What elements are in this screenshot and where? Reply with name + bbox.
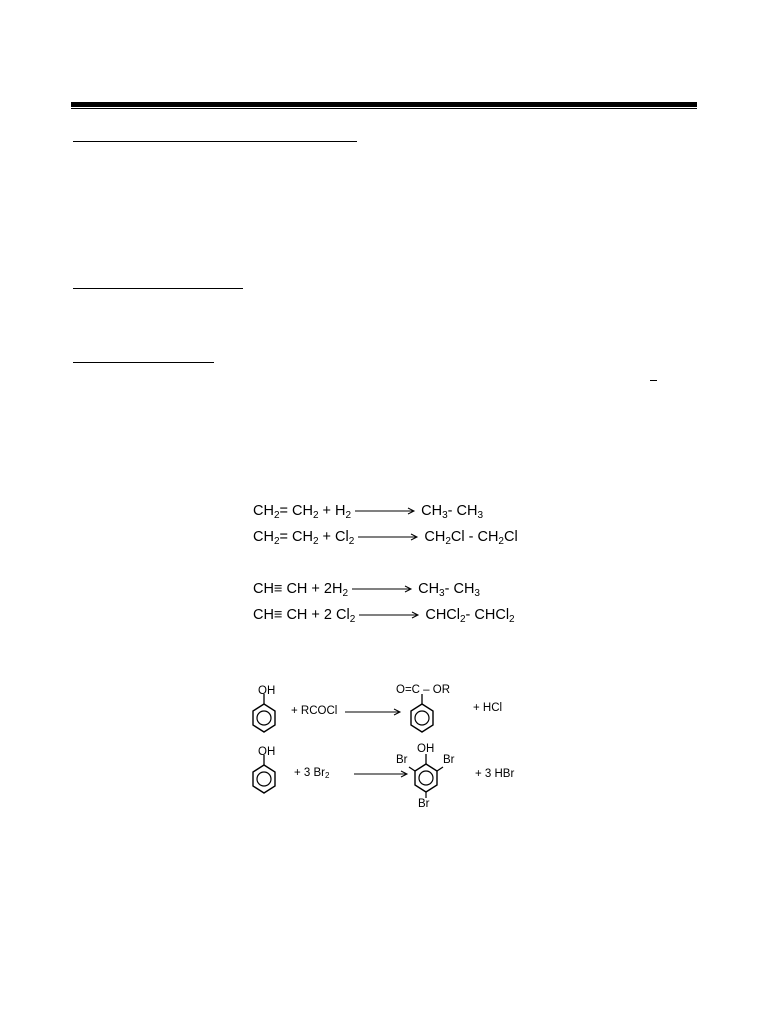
reaction-arrow-icon (352, 584, 414, 594)
bromine-bottom-label: Br (418, 798, 430, 810)
benzene-ring-icon (244, 694, 280, 736)
hydroxyl-label: OH (258, 685, 276, 697)
header-rule-thin (71, 108, 697, 109)
ester-group-label: O=C – OR (396, 684, 451, 696)
byproduct-label: + HCl (473, 702, 503, 714)
hydroxyl-label: OH (258, 746, 276, 758)
bromine-right-label: Br (443, 754, 455, 766)
tribromophenol-ring-icon (406, 754, 446, 802)
reaction-arrow-icon (345, 707, 403, 717)
reaction-ethyne-chlorination: CH≡ CH + 2 $Cl_2$ CHCl$_2$- CHCl$_2$ (253, 607, 515, 625)
reaction-ethene-chlorination: $CH_2= CH_2 + Cl_2$ $CH_2Cl - CH_2Cl$ (253, 529, 518, 547)
benzene-ring-icon (402, 694, 438, 736)
section-heading-underline-3 (73, 362, 214, 363)
reaction-phenol-acylation (240, 680, 540, 740)
reaction-arrow-icon (354, 769, 410, 779)
header-rule-thick (71, 102, 697, 107)
bromine-left-label: Br (396, 754, 408, 766)
hydroxyl-label: OH (417, 743, 435, 755)
byproduct-label: + 3 HBr (475, 768, 515, 780)
reaction-ethene-hydrogenation: $CH_2= CH_2 + H_2$ $CH_3-$ $CH_3$ (253, 503, 484, 521)
reagent-label: + RCOCl (291, 705, 338, 717)
reaction-ethyne-hydrogenation: CH≡ CH + $2H_2$ $CH_3-$ $CH_3$ (253, 581, 480, 599)
section-heading-underline-2 (73, 288, 243, 289)
reagent-label: + 3 $Br_2$ (294, 767, 330, 780)
reaction-arrow-icon (355, 506, 417, 516)
reaction-arrow-icon (359, 610, 421, 620)
stray-dash-mark (650, 380, 657, 381)
reaction-arrow-icon (358, 532, 420, 542)
reaction-phenol-bromination (240, 742, 540, 814)
section-heading-underline-1 (73, 141, 357, 142)
benzene-ring-icon (244, 755, 280, 799)
